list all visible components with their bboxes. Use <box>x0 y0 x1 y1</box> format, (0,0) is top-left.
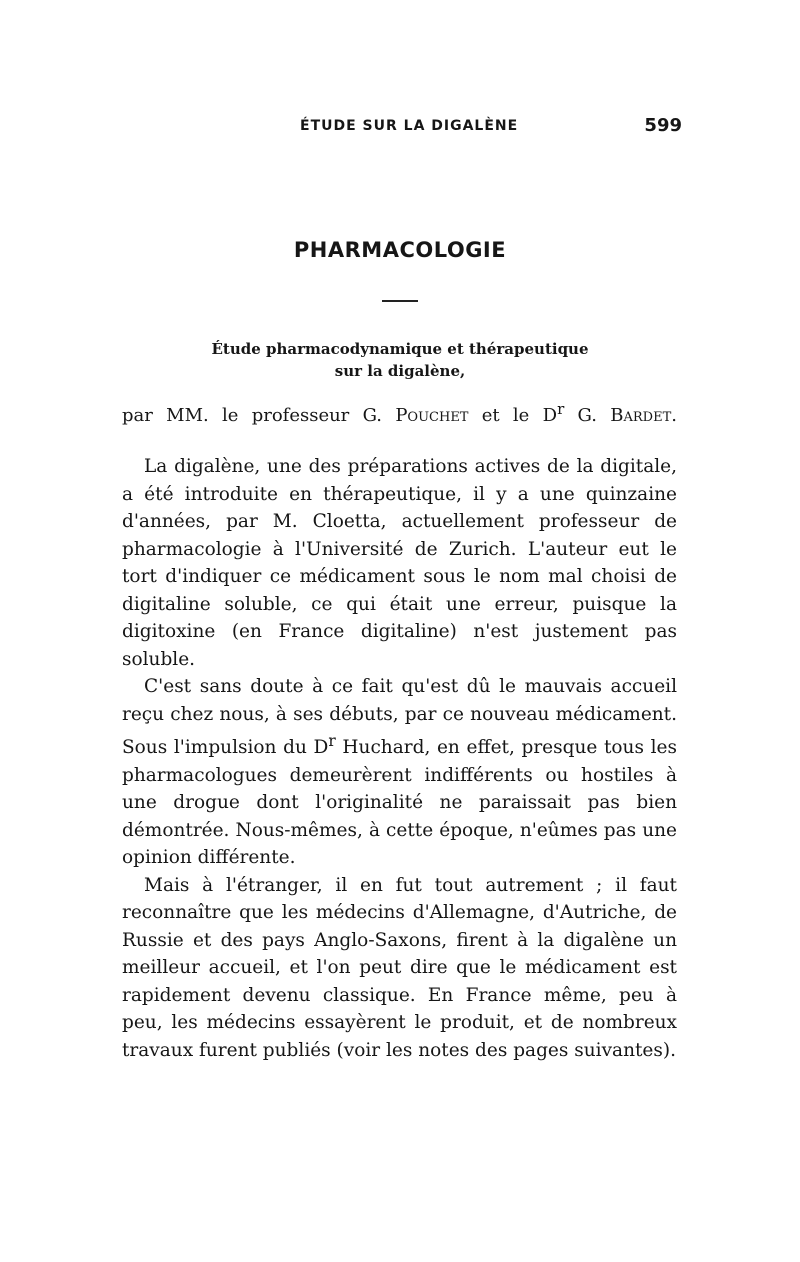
byline-initial: G. <box>564 405 611 426</box>
page-number: 599 <box>644 115 682 136</box>
author-bardet: Bardet <box>610 405 672 426</box>
paragraph-2-dr-superscript: r <box>328 732 336 750</box>
section-title: PHARMACOLOGIE <box>293 238 507 262</box>
article-title-line-1: Étude pharmacodynamique et thérapeutique <box>211 340 589 358</box>
body-text <box>122 453 677 1064</box>
byline-prefix: par MM. le professeur G. <box>122 405 396 426</box>
paragraph-2 <box>122 673 677 872</box>
paragraph-2-part-1: C'est sans doute à ce fait qu'est dû le mauvais accueil reçu chez nous, à ses débuts, par ce nouveau médicament. Sous l'impulsion du D <box>122 676 677 759</box>
paragraph-2-part-2: Huchard, en effet, presque tous les pharmacologues demeurèrent indifférents ou hostiles à une drogue dont l'originalité ne paraissait pas bien démontrée. Nous-mêmes, à cette époque, n'eûmes pas une opinion différente. <box>122 737 677 869</box>
byline-end: . <box>671 405 677 426</box>
paragraph-1: La digalène, une des préparations actives de la digitale, a été introduite en thérapeutique, il y a une quinzaine d'années, par M. Cloetta, actuellement professeur de pharmacologie à l'Université de Zurich. L'auteur eut le tort d'indiquer ce médicament sous le nom mal choisi de digitaline soluble, ce qui était une erreur, puisque la digitoxine (en France digitaline) n'est justement pas soluble. <box>122 456 677 670</box>
author-pouchet: Pouchet <box>395 405 469 426</box>
article-title <box>0 338 800 382</box>
byline-middle: et le D <box>468 405 558 426</box>
paragraph-3: Mais à l'étranger, il en fut tout autrement ; il faut reconnaître que les médecins d'Allemagne, d'Autriche, de Russie et des pays Anglo-Saxons, firent à la digalène un meilleur accueil, et l'on peut dire que le médicament est rapidement devenu classique. En France même, peu à peu, les médecins essayèrent le produit, et de nombreux travaux furent publiés (voir les notes des pages suivantes). <box>122 874 677 1061</box>
title-rule <box>382 300 418 302</box>
byline <box>122 400 677 426</box>
running-head: ÉTUDE SUR LA DIGALÈNE <box>300 118 519 134</box>
dr-superscript: r <box>557 400 565 418</box>
article-title-line-2: sur la digalène, <box>334 362 466 380</box>
